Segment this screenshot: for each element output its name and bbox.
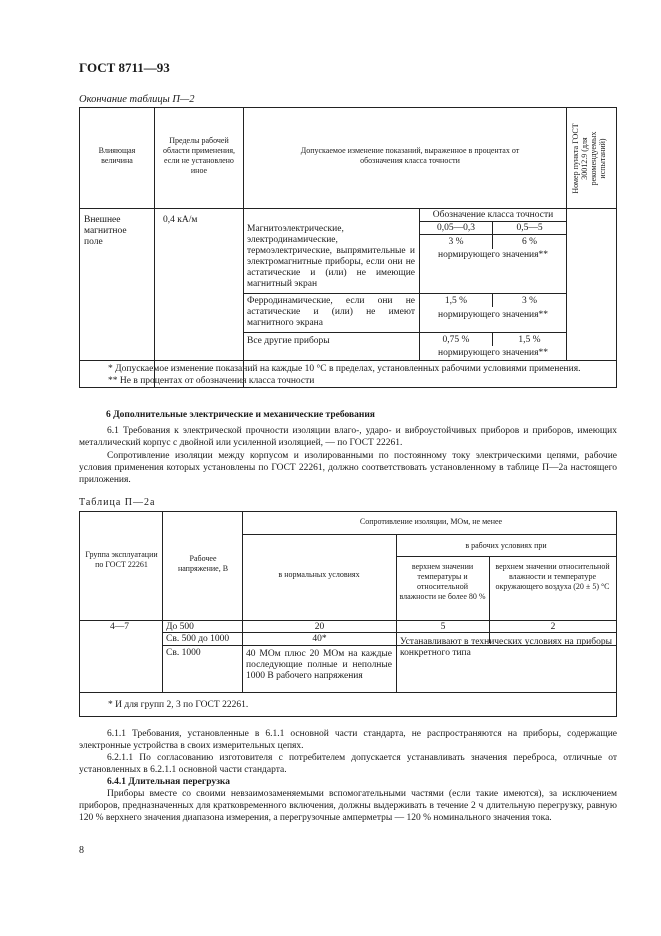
row-1-normal: 20	[314, 622, 325, 632]
row-1-temp: 5	[440, 622, 446, 632]
col-upper-temp: верхнем значении температуры и относительной влажности не более 80 %	[399, 562, 486, 601]
divider	[396, 534, 397, 692]
divider	[243, 332, 566, 333]
section-6-p2: Сопротивление изоляции между корпусом и изолированными по постоянному току электрическими цепями, рабочие условия применения которых установлены по ГОСТ 22261, должно соответствовать установленному в таблице П—2а настоящего приложения.	[79, 451, 617, 485]
class-b: 0,5—5	[516, 223, 543, 233]
item-3-b: 1,5 %	[518, 335, 541, 345]
item-3-text: Все другие приборы	[247, 336, 330, 346]
row-limit: 0,4 кА/м	[163, 215, 198, 225]
row-3-normal: 40 МОм плюс 20 МОм на каждые последующие полные и неполные 1000 В рабочего напряжения	[246, 649, 392, 681]
col-change: Допускаемое изменение показаний, выраженное в процентах от обозначения класса точности	[300, 146, 520, 165]
divider	[242, 534, 616, 535]
table-p2a	[79, 511, 617, 717]
class-header: Обозначение класса точности	[432, 210, 554, 220]
footnote-1: * Допускаемое изменение показаний на каждые 10 °С в пределах, установленных рабочими условиями применения.	[108, 364, 581, 374]
table-p2-end	[79, 107, 617, 388]
col-voltage: Рабочее напряжение, В	[177, 554, 229, 573]
col-group: Группа эксплуатации по ГОСТ 22261	[85, 550, 158, 569]
item-3-a: 0,75 %	[442, 335, 470, 345]
col-normal: в нормальных условиях	[278, 570, 360, 579]
section-6-p1: 6.1 Требования к электрической прочности изоляции влаго-, ударо- и виброустойчивых приборов и приборов, имеющих металлический корпус с двойной или усиленной изоляцией, — по ГОСТ 22261.	[79, 426, 617, 448]
item-2-note: нормирующего значения**	[437, 310, 549, 320]
divider	[80, 360, 616, 361]
row-influence: Внешнее магнитное поле	[84, 215, 127, 247]
col-upper-hum: верхнем значении относительной влажности и температуре окружающего воздуха (20 ± 5) °С	[495, 562, 610, 591]
item-1-text: Магнитоэлектрические, электродинамические, термоэлектрические, выпрямительные и электромагнитные приборы, если они не астатические и (или) не имеющие магнитный экран	[247, 224, 415, 289]
page-number: 8	[79, 845, 84, 856]
divider	[80, 692, 616, 693]
section-6-heading: 6 Дополнительные электрические и механические требования	[106, 410, 375, 420]
divider	[80, 208, 616, 209]
col-resistance: Сопротивление изоляции, МОм, не менее	[359, 517, 503, 526]
row-1-hum: 2	[550, 622, 556, 632]
divider	[162, 512, 163, 692]
col-limits: Пределы рабочей области применения, если не установлено иное	[163, 136, 235, 175]
para-641-heading: 6.4.1 Длительная перегрузка	[107, 777, 230, 787]
divider	[396, 556, 616, 557]
item-1-a: 3 %	[448, 237, 464, 247]
table1-caption: Окончание таблицы П—2	[79, 94, 195, 105]
col-clause: Номер пункта ГОСТ 30012.9 (для рекомендуемых испытаний)	[571, 123, 607, 194]
standard-header: ГОСТ 8711—93	[79, 60, 170, 75]
row-3-voltage: Св. 1000	[166, 648, 201, 658]
footnote-2: ** Не в процентах от обозначения класса точности	[108, 376, 315, 386]
divider	[243, 293, 566, 294]
item-3-note: нормирующего значения**	[437, 348, 549, 358]
item-1-b: 6 %	[521, 237, 538, 247]
para-641: Приборы вместе со своими невзаимозаменяемыми вспомогательными частями (если такие имеются), за исключением приборов, предназначенных для кратковременного включения, должны выдерживать в течение 2 ч длительную перегрузку, равную 120 % верхнего значения диапазона измерения, а перегрузочные амперметры — 120 % номинального значения тока.	[79, 789, 617, 823]
para-611: 6.1.1 Требования, установленные в 6.1.1 основной части стандарта, не распространяются на приборы, содержащие электронные устройства в своих измерительных цепях.	[79, 729, 617, 751]
table2-caption: Таблица П—2а	[79, 497, 156, 508]
divider	[242, 512, 243, 692]
row-2-note: Устанавливают в технических условиях на приборы конкретного типа	[400, 637, 612, 658]
col-working: в рабочих условиях при	[465, 541, 547, 550]
row-2-voltage: Св. 500 до 1000	[166, 634, 230, 644]
divider	[154, 108, 155, 387]
table2-footnote: * И для групп 2, 3 по ГОСТ 22261.	[108, 700, 249, 710]
item-1-note: нормирующего значения**	[437, 250, 549, 260]
item-2-a: 1,5 %	[444, 296, 468, 306]
divider	[243, 108, 244, 387]
para-6211: 6.2.1.1 По согласованию изготовителя с потребителем допускается устанавливать значения переброса, отличные от установленных в 6.2.1.1 основной части стандарта.	[79, 753, 617, 775]
col-influence: Влияющая величина	[98, 146, 136, 165]
row-1-voltage: До 500	[166, 622, 194, 632]
class-a: 0,05—0,3	[437, 223, 475, 233]
divider	[80, 620, 616, 621]
divider	[566, 108, 567, 360]
item-2-b: 3 %	[521, 296, 538, 306]
item-2-text: Ферродинамические, если они не астатические и (или) не имеют магнитного экрана	[247, 296, 415, 328]
row-2-normal: 40*	[312, 634, 327, 644]
group-value: 4—7	[110, 622, 129, 632]
